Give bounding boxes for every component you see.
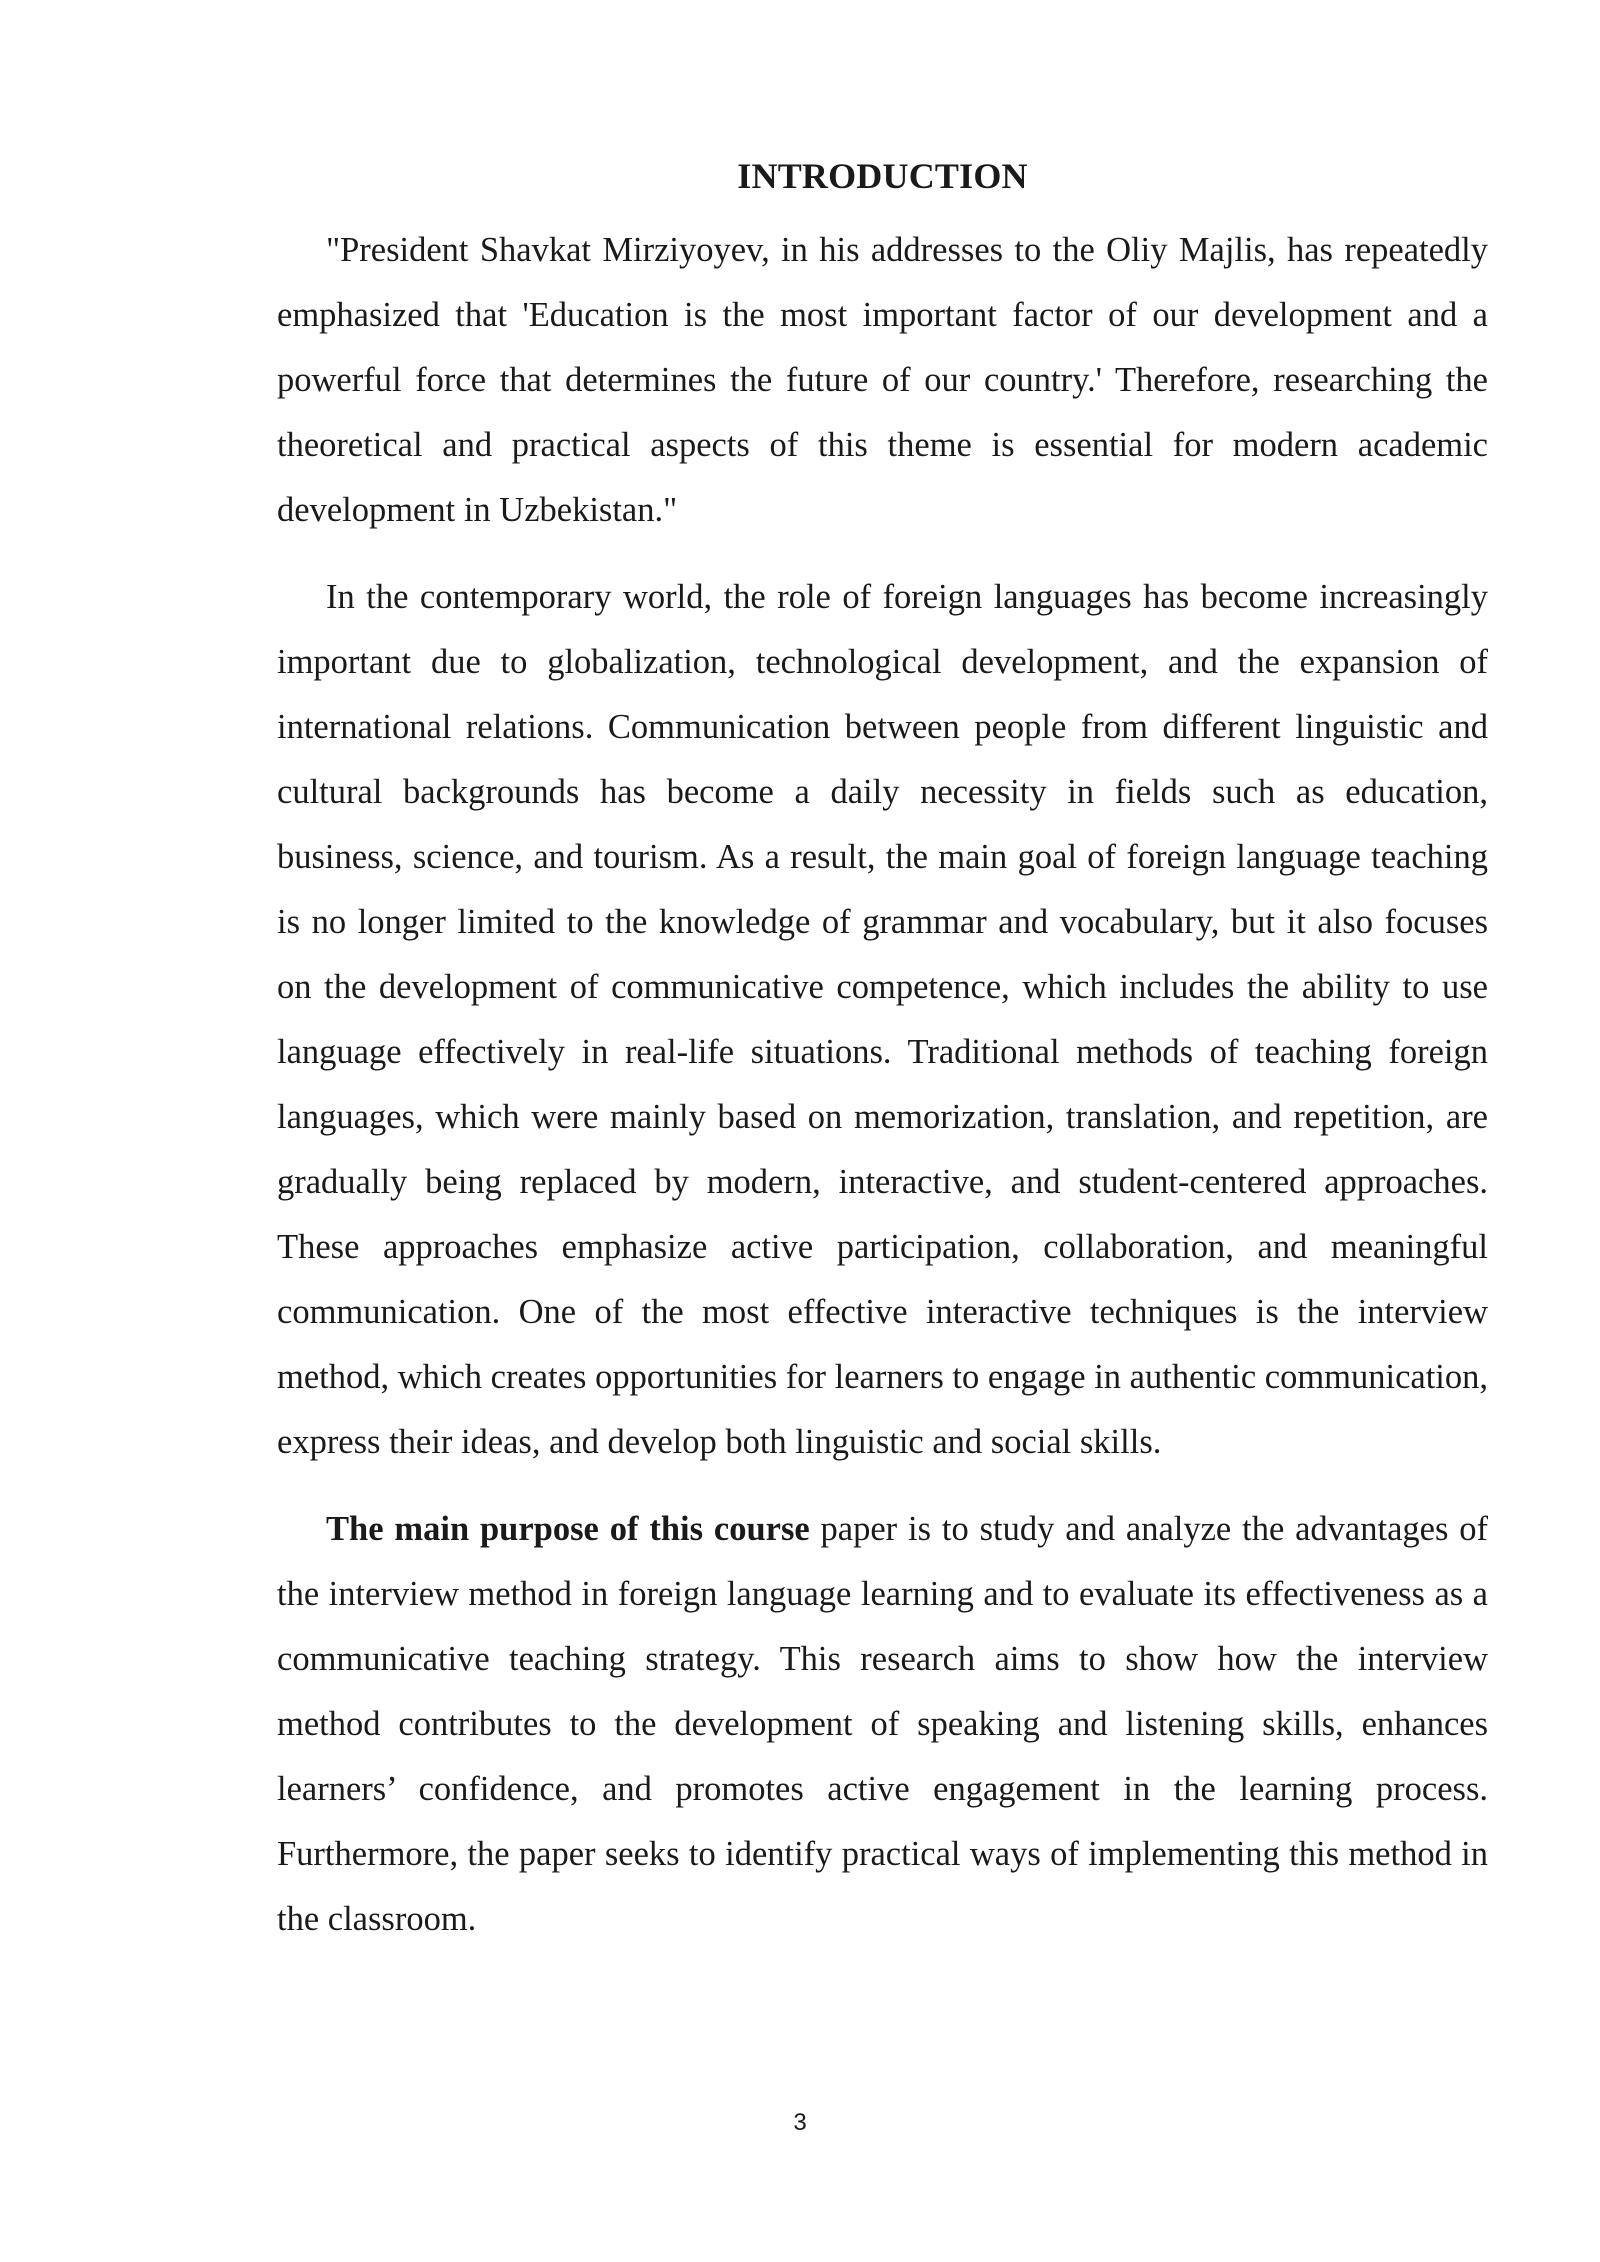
paragraph-text: "President Shavkat Mirziyoyev, in his addresses to the Oliy Majlis, has repeatedly emphasized that 'Education is the most important factor of our development and a powerful force that determines the future of our country.' Therefore, researching the theoretical and practical aspects of this theme is essential for modern academic development in Uzbekistan." (277, 231, 1488, 529)
paragraph-quote (277, 218, 1488, 543)
paragraph-text: paper is to study and analyze the advantages of the interview method in foreign language learning and to evaluate its effectiveness as a communicative teaching strategy. This research aims to show how the interview method contributes to the development of speaking and listening skills, enhances learners’ confidence, and promotes active engagement in the learning process. Furthermore, the paper seeks to identify practical ways of implementing this method in the classroom. (277, 1510, 1488, 1938)
paragraph-purpose (277, 1497, 1488, 1952)
paragraph-lead: The main purpose of this course (326, 1510, 810, 1548)
page-content (277, 150, 1488, 1974)
page-number: 3 (793, 2109, 807, 2136)
paragraph-text: In the contemporary world, the role of foreign languages has become increasingly important due to globalization, technological development, and the expansion of international relations. Communication between people from different linguistic and cultural backgrounds has become a daily necessity in fields such as education, business, science, and tourism. As a result, the main goal of foreign language teaching is no longer limited to the knowledge of grammar and vocabulary, but it also focuses on the development of communicative competence, which includes the ability to use language effectively in real-life situations. Traditional methods of teaching foreign languages, which were mainly based on memorization, translation, and repetition, are gradually being replaced by modern, interactive, and student-centered approaches. These approaches emphasize active participation, collaboration, and meaningful communication. One of the most effective interactive techniques is the interview method, which creates opportunities for learners to engage in authentic communication, express their ideas, and develop both linguistic and social skills. (277, 578, 1488, 1461)
paragraph-context (277, 565, 1488, 1475)
section-heading: INTRODUCTION (737, 156, 1028, 196)
